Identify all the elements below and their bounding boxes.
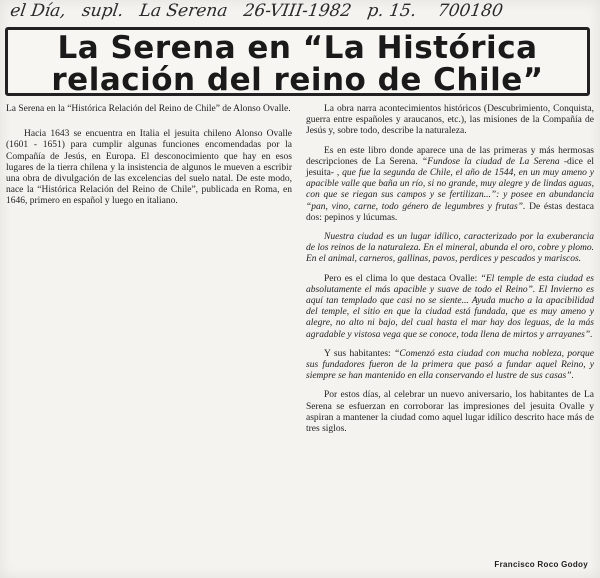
text-run: Pero es el clima lo que destaca Ovalle: [324, 273, 481, 284]
note-page: p. 15. [366, 1, 418, 21]
headline-line-2: relación del reino de Chile” [51, 62, 544, 98]
caption: La Serena en la “Histórica Relación del Reino de Chile” de Alonso Ovalle. [6, 104, 291, 114]
text-run: De éstas destaca dos: pepinos y lúcumas. [306, 201, 594, 223]
paragraph [306, 146, 594, 224]
quote-run: “El temple de esta ciudad es absolutamente el más apacible y suave de todo el Reino”. El Invierno es aquí tan templado que casi no se siente... Ayuda mucho a la apacibilidad del temple, el sitio en que la ciudad está fundada, que es muy ameno y alegre, no alto ni bajo, del cual hasta el mar hay dos leguas, de la más agradable y vistosa vega que se conoce, toda llena de mirtos y arrayanes”. [306, 273, 595, 340]
paragraph: Nuestra ciudad es un lugar idílico, caracterizado por la exuberancia de los reinos de la naturaleza. En el mineral, abunda el oro, cobre y plomo. En el animal, carneros, gallinas, pavos, perdices y pescados y mariscos. [306, 232, 594, 265]
text-run: -dice el jesuita- [306, 156, 594, 179]
paragraph: Hacia 1643 se encuentra en Italia el jesuita chileno Alonso Ovalle (1601 - 1651) para cumplir algunas funciones encomendadas por la Compañía de Jesús, en Europa. El desconocimiento que hay en esos lugares de la tierra chilena y la insistencia de algunos le mueven a escribir una obra de divulgación de las excelencias del suelo natal. De este modo, nace la “Histórica Relación del Reino de Chile”, publicada en Roma, en 1646, primero en español y luego en italiano. [6, 129, 292, 207]
handwritten-annotation [8, 1, 596, 25]
left-column [6, 104, 292, 216]
quote-run: , que fue la segunda de Chile, el año de 1544, en un muy ameno y apacible valle que baña un río, si no grande, muy alegre y de lindas aguas, con que se riegan sus campos y se fertilizan...”: y posee en abundancia “pan, vino, carne, todo género de legumbres y frutas”. [306, 168, 594, 212]
text-run: Y sus habitantes: [324, 348, 395, 359]
note-city: La Serena [138, 1, 229, 21]
headline-box [5, 27, 590, 96]
headline-line-1: La Serena en “La Histórica [57, 30, 538, 66]
paragraph [306, 274, 594, 341]
paragraph: La obra narra acontecimientos históricos (Descubrimiento, Conquista, guerra entre españoles y araucanos, etc.), las misiones de la Compañía de Jesús y, sobre todo, describe la naturaleza. [306, 104, 594, 137]
note-date: 26-VIII-1982 [242, 1, 353, 21]
paragraph [306, 349, 594, 383]
note-archive-number: 700180 [436, 1, 505, 21]
headline [8, 32, 587, 96]
note-section: supl. [80, 1, 125, 21]
right-column [306, 104, 594, 443]
text-run: Es en este libro donde aparece una de las primeras y más hermosas descripciones de La Serena. [306, 145, 594, 167]
paragraph: Por estos días, al celebrar un nuevo aniversario, los habitantes de La Serena se esfuerzan en corroborar las impresiones del jesuita Ovalle y aspiran a mantener la ciudad como aquel lugar idílico descrito hace más de tres siglos. [306, 390, 594, 435]
author-byline: Francisco Roco Godoy [494, 560, 588, 569]
note-newspaper: el Día, [8, 1, 68, 21]
quote-run: “Comenzó esta ciudad con mucha nobleza, porque sus fundadores fueron de la primera que pasó a fundar aquel Reino, y siempre se han mantenido en ella conservando el lustre de sus casas”. [306, 348, 594, 382]
quote-run: “Fundose la ciudad de La Serena [421, 156, 560, 167]
